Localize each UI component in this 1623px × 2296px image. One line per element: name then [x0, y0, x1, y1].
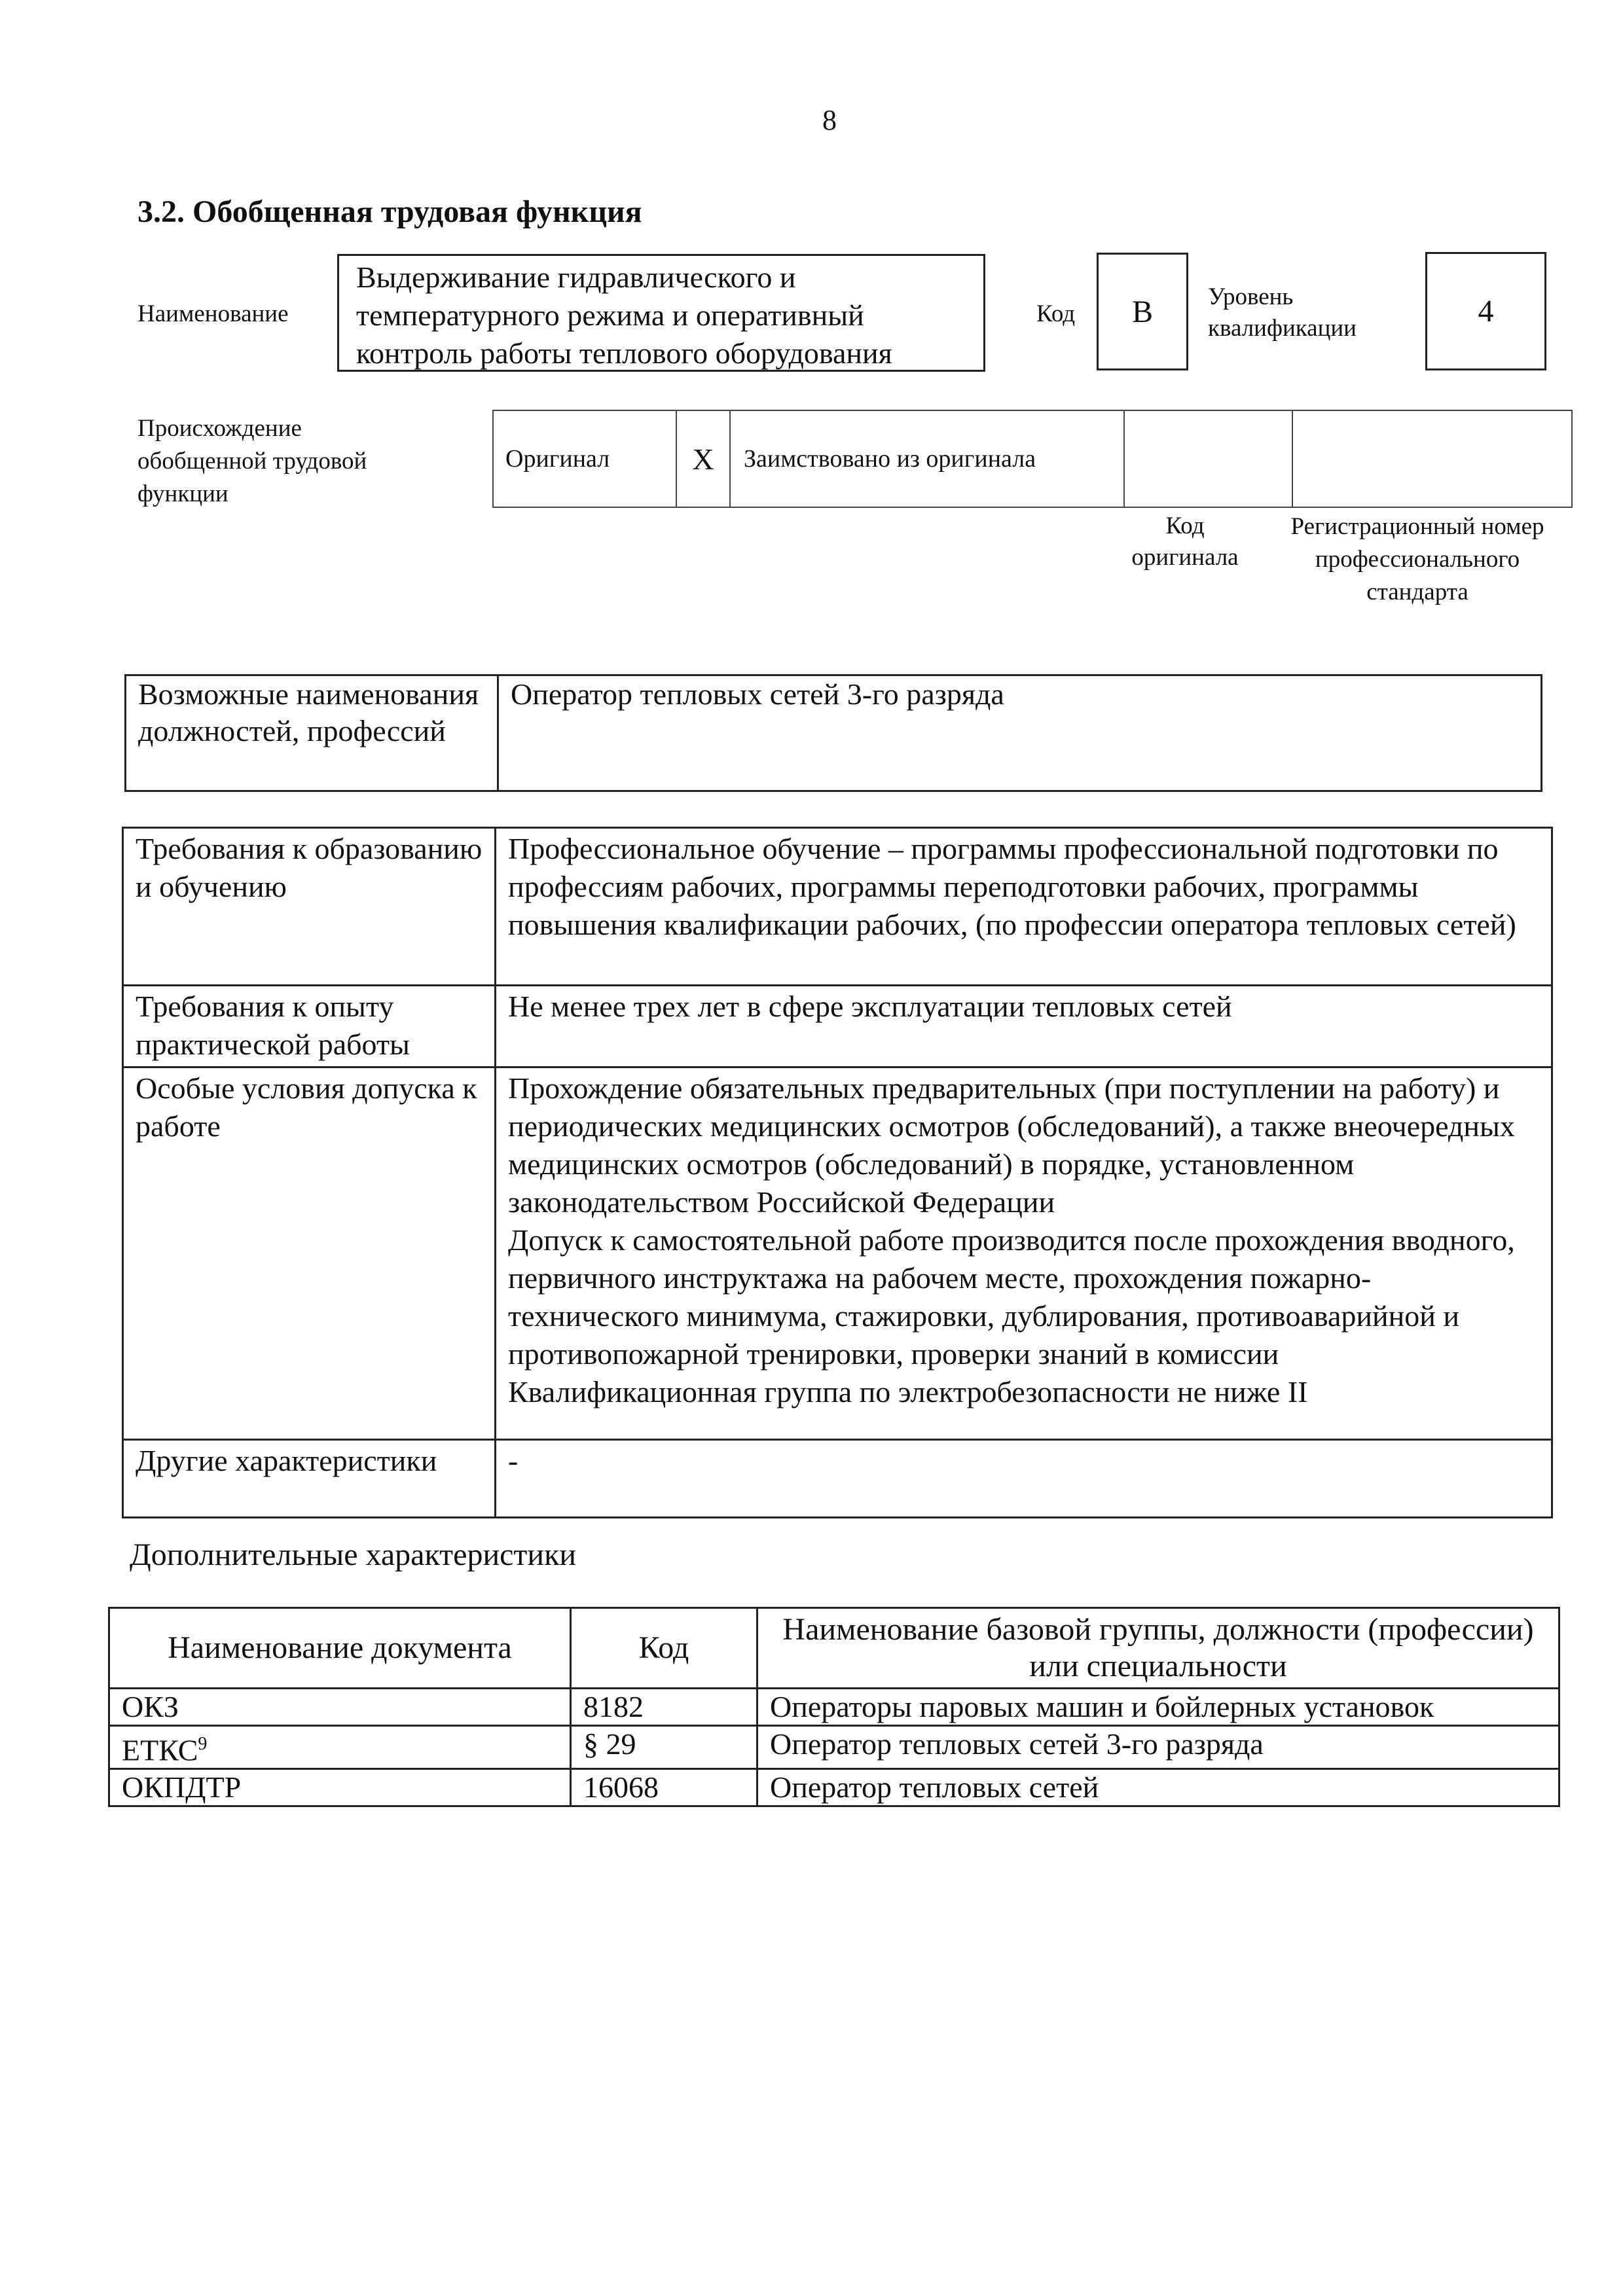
- original-cell: [493, 410, 676, 507]
- code-original-caption: Код оригинала: [1131, 512, 1239, 571]
- positions-label: Возможные наименования должностей, профессий: [126, 675, 498, 791]
- table-row: [123, 986, 1552, 1067]
- footnote-ref: 9: [198, 1734, 208, 1754]
- header-document: Наименование документа: [109, 1608, 571, 1689]
- table-row: [123, 828, 1552, 986]
- row-code: 8182: [571, 1689, 757, 1726]
- doc-name: ЕТКС: [122, 1733, 198, 1767]
- additional-table: [108, 1607, 1560, 1807]
- reg-number-caption: Регистрационный номер профессионального стандарта: [1290, 513, 1544, 605]
- req-label-education: Требования к образованию и обучению: [123, 828, 496, 986]
- row-name: Оператор тепловых сетей 3-го разряда: [757, 1726, 1559, 1769]
- table-row: [123, 1067, 1552, 1440]
- row-name: Оператор тепловых сетей: [757, 1769, 1559, 1806]
- requirements-table: [122, 827, 1553, 1518]
- origin-label: Происхождение обобщенной трудовой функции: [137, 415, 367, 507]
- row-name: Операторы паровых машин и бойлерных установок: [757, 1689, 1559, 1726]
- positions-value: Оператор тепловых сетей 3-го разряда: [498, 675, 1542, 791]
- original-label: Оригинал: [505, 445, 610, 473]
- borrowed-label: Заимствовано из оригинала: [730, 410, 1124, 507]
- name-label: Наименование: [137, 300, 289, 327]
- table-header-row: [109, 1608, 1559, 1689]
- level-label: Уровень квалификации: [1208, 283, 1357, 342]
- row-code: 16068: [571, 1769, 757, 1806]
- row-doc: ОКПДТР: [109, 1769, 571, 1806]
- code-label: Код: [1036, 300, 1076, 327]
- row-doc: ОКЗ: [109, 1689, 571, 1726]
- positions-table: [124, 674, 1542, 792]
- header-code: Код: [571, 1608, 757, 1689]
- reg-number-cell: [1292, 410, 1572, 507]
- req-value-education: Профессиональное обучение – программы профессиональной подготовки по профессиям рабочих, программы переподготовки рабочих, программы повышения квалификации рабочих, (по профессии оператора тепловых сетей): [496, 828, 1552, 986]
- req-value-other: -: [496, 1440, 1552, 1518]
- req-label-experience: Требования к опыту практической работы: [123, 986, 496, 1067]
- table-row: [109, 1769, 1559, 1806]
- section-title: 3.2. Обобщенная трудовая функция: [137, 194, 642, 229]
- table-row: [109, 1726, 1559, 1769]
- origin-table: [492, 410, 1573, 508]
- table-row: [109, 1689, 1559, 1726]
- original-code-cell: [1124, 410, 1292, 507]
- additional-title: Дополнительные характеристики: [130, 1537, 577, 1572]
- row-code: § 29: [571, 1726, 757, 1769]
- req-value-conditions: Прохождение обязательных предварительных (при поступлении на работу) и периодических медицинских осмотров (обследований), а также внеочередных медицинских осмотров (обследований) в порядке, установленном законодательством Российской Федерации Допуск к самостоятельной работе производится после прохождения вводного, первичного инструктажа на рабочем месте, прохождения пожарно-технического минимума, стажировки, дублирования, противоаварийной и противопожарной тренировки, проверки знаний в комиссии Квалификационная группа по электробезопасности не ниже II: [496, 1067, 1552, 1440]
- req-value-experience: Не менее трех лет в сфере эксплуатации тепловых сетей: [496, 986, 1552, 1067]
- header-group: Наименование базовой группы, должности (профессии) или специальности: [757, 1608, 1559, 1689]
- req-label-conditions: Особые условия допуска к работе: [123, 1067, 496, 1440]
- original-mark: X: [676, 410, 730, 507]
- level-value: 4: [1425, 252, 1546, 370]
- req-label-other: Другие характеристики: [123, 1440, 496, 1518]
- page-number: 8: [822, 104, 837, 136]
- row-doc: [109, 1726, 571, 1769]
- table-row: [123, 1440, 1552, 1518]
- code-value: B: [1097, 253, 1188, 370]
- function-name-value: Выдерживание гидравлического и температурного режима и оперативный контроль работы теплового оборудования: [337, 254, 985, 372]
